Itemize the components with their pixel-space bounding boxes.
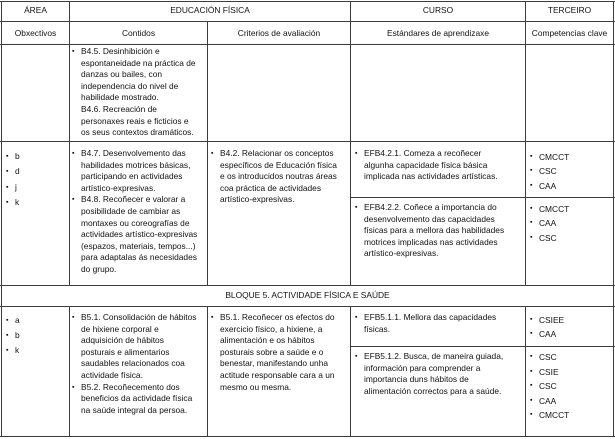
rule-col1-b <box>69 306 70 437</box>
list-item: ▪ B4.7. Desenvolvemento das habilidades motrices básicas, participando en actividades artístico-expresivas. <box>72 148 197 194</box>
col-competences: Competencias clave <box>531 28 608 38</box>
row2-competences-2 <box>530 202 569 245</box>
list-item: ▪ B4.8. Recoñecer e valorar a posibilidade de cambiar as montaxes ou coreografías de actividades artístico-expresivas (espazos, materiais, tempos...) para adaptalas ás necesidades do grupo. <box>72 194 197 275</box>
course-value: TERCEIRO <box>547 5 592 15</box>
list-item: ▪ B4.5. Desinhibición e espontaneidade na práctica de danzas ou bailes, con independencia do nivel de habilidade mostrado. B4.6. Recreación de personaxes reais e ficticios e os seus contextos dramáticos. <box>72 46 196 139</box>
list-item: ▪ CSIE <box>530 365 569 380</box>
rule-col4 <box>525 1 526 286</box>
list-item: ▪ CSIEE <box>530 313 564 327</box>
row3-criteria <box>211 312 335 393</box>
rule-row2-split <box>350 197 615 198</box>
block5-title: BLOQUE 5. ACTIVIDADE FÍSICA E SAÚDE <box>225 290 390 300</box>
rule-row3-split <box>350 346 615 347</box>
row1-contents <box>72 46 196 139</box>
list-item: ▪ CAA <box>530 179 569 193</box>
rule-header <box>0 21 615 22</box>
list-item: ▪ b <box>6 328 20 343</box>
list-item: ▪ CMCCT <box>530 408 569 423</box>
list-item: ▪ d <box>6 164 20 179</box>
row3-competences-2 <box>530 350 569 423</box>
list-item: ▪ B5.1. Consolidación de hábitos de hixiene corporal e adquisición de hábitos posturais e alimentarios saudables relacionados coa actividade física. <box>72 312 196 382</box>
row2-objectives <box>6 149 20 210</box>
list-item: ▪ CAA <box>530 394 569 409</box>
list-item: ▪ b <box>6 149 20 164</box>
rule-col3-b <box>350 306 351 437</box>
row3-standard-1 <box>355 312 496 335</box>
rule-col4-b <box>525 306 526 437</box>
row2-criteria <box>211 148 337 206</box>
rule-col2-b <box>207 306 208 437</box>
rule-top <box>0 1 615 2</box>
list-item: ▪ CAA <box>530 327 564 341</box>
rule-left <box>1 1 2 437</box>
rule-block5 <box>0 306 615 307</box>
row3-contents <box>72 312 196 416</box>
rule-row1 <box>0 141 615 142</box>
list-item: ▪ CMCCT <box>530 202 569 216</box>
list-item: ▪ EFB4.2.2. Coñece a importancia do desenvolvemento das capacidades físicas para a mellora das habilidades motrices implicadas nas actividades artístico-expresivas. <box>355 202 504 260</box>
rule-bottom <box>0 436 615 437</box>
list-item: ▪ EFB5.1.2. Busca, de maneira guiada, información para comprender a importancia duns hábitos de alimentación correctos para a saúde. <box>355 351 503 397</box>
list-item: ▪ B5.1. Recoñecer os efectos do exercicio físico, a hixiene, a alimentación e os hábitos posturais sobre a saúde e o benestar, manifestando unha actitude responsable cara a un mesmo ou mesma. <box>211 312 335 393</box>
rule-col2 <box>207 21 208 286</box>
row3-competences-1 <box>530 313 564 342</box>
rule-row2 <box>0 285 615 286</box>
rule-right <box>613 1 614 437</box>
list-item: ▪ CMCCT <box>530 150 569 164</box>
course-label: CURSO <box>422 5 454 15</box>
row3-standard-2 <box>355 351 503 397</box>
col-contents: Contidos <box>121 28 156 38</box>
col-objectives: Obxectivos <box>14 28 57 38</box>
list-item: ▪ k <box>6 195 20 210</box>
list-item: ▪ CSC <box>530 231 569 245</box>
list-item: ▪ EFB4.2.1. Comeza a recoñecer algunha capacidade física básica implicada nas actividades artísticas. <box>355 148 498 183</box>
list-item: ▪ CSC <box>530 350 569 365</box>
list-item: ▪ B4.2. Relacionar os conceptos específicos de Educación física e os introducidos noutras áreas coa práctica de actividades artístico-expresivas. <box>211 148 337 206</box>
row2-contents <box>72 148 197 276</box>
rule-colheader <box>0 44 615 45</box>
row2-standard-1 <box>355 148 498 183</box>
list-item: ▪ CSC <box>530 164 569 178</box>
rule-col1 <box>69 1 70 286</box>
col-standards: Estándares de aprendizaxe <box>387 28 489 38</box>
subject-title: EDUCACIÓN FÍSICA <box>170 5 250 15</box>
list-item: ▪ EFB5.1.1. Mellora das capacidades físicas. <box>355 312 496 335</box>
list-item: ▪ CSC <box>530 379 569 394</box>
area-label: ÁREA <box>24 5 47 15</box>
rule-col3 <box>350 1 351 286</box>
row2-competences-1 <box>530 150 569 193</box>
list-item: ▪ a <box>6 313 20 328</box>
col-criteria: Criterios de avaliación <box>237 28 321 38</box>
row3-objectives <box>6 313 20 358</box>
list-item: ▪ CAA <box>530 216 569 230</box>
list-item: ▪ j <box>6 180 20 195</box>
row2-standard-2 <box>355 202 504 260</box>
list-item: ▪ k <box>6 343 20 358</box>
list-item: ▪ B5.2. Recoñecemento dos beneficios da actividade física na saúde integral da persoa. <box>72 382 196 417</box>
